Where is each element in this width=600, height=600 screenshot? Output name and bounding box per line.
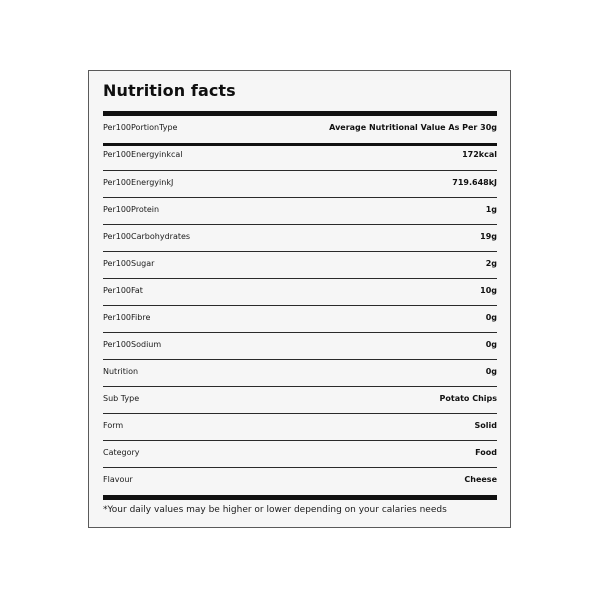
table-row xyxy=(103,197,497,224)
table-row xyxy=(103,386,497,413)
table-row xyxy=(103,143,497,170)
row-value: 19g xyxy=(480,232,497,241)
row-label: Flavour xyxy=(103,475,133,484)
row-value: Food xyxy=(475,448,497,457)
row-label: Category xyxy=(103,448,140,457)
row-label: Per100Sugar xyxy=(103,259,155,268)
row-value: 719.648kJ xyxy=(452,178,497,187)
row-label: Per100Protein xyxy=(103,205,160,214)
table-row xyxy=(103,332,497,359)
table-row xyxy=(103,413,497,440)
nutrition-facts-panel xyxy=(88,70,511,528)
table-row xyxy=(103,359,497,386)
table-row xyxy=(103,440,497,467)
row-value: Solid xyxy=(474,421,497,430)
row-value: Cheese xyxy=(464,475,497,484)
table-row xyxy=(103,278,497,305)
bottom-thick-divider xyxy=(103,495,497,500)
table-row xyxy=(103,251,497,278)
portion-type-row xyxy=(103,116,497,143)
row-label: Per100Fat xyxy=(103,286,143,295)
row-label: Per100EnergyinkJ xyxy=(103,178,174,187)
nutrition-facts-title: Nutrition facts xyxy=(103,81,236,100)
row-value: 2g xyxy=(485,259,497,268)
row-value: 0g xyxy=(485,367,497,376)
table-row xyxy=(103,305,497,332)
row-value: 10g xyxy=(480,286,497,295)
row-label: Per100Fibre xyxy=(103,313,151,322)
row-label: Sub Type xyxy=(103,394,140,403)
header-thick-divider xyxy=(103,143,497,146)
row-label: Per100Carbohydrates xyxy=(103,232,191,241)
table-row xyxy=(103,467,497,494)
row-label: Per100Sodium xyxy=(103,340,162,349)
row-value: 0g xyxy=(485,313,497,322)
row-label: Form xyxy=(103,421,124,430)
row-value: 172kcal xyxy=(462,150,497,159)
portion-type-label: Per100PortionType xyxy=(103,123,178,132)
nutrition-rows xyxy=(103,143,497,494)
daily-values-footnote: *Your daily values may be higher or lower depending on your calaries needs xyxy=(103,505,447,515)
nutrition-table xyxy=(103,116,497,494)
row-label: Per100Energyinkcal xyxy=(103,150,183,159)
row-value: 1g xyxy=(485,205,497,214)
row-label: Nutrition xyxy=(103,367,139,376)
table-row xyxy=(103,170,497,197)
row-value: 0g xyxy=(485,340,497,349)
portion-type-value: Average Nutritional Value As Per 30g xyxy=(329,123,497,132)
table-row xyxy=(103,224,497,251)
row-value: Potato Chips xyxy=(439,394,497,403)
